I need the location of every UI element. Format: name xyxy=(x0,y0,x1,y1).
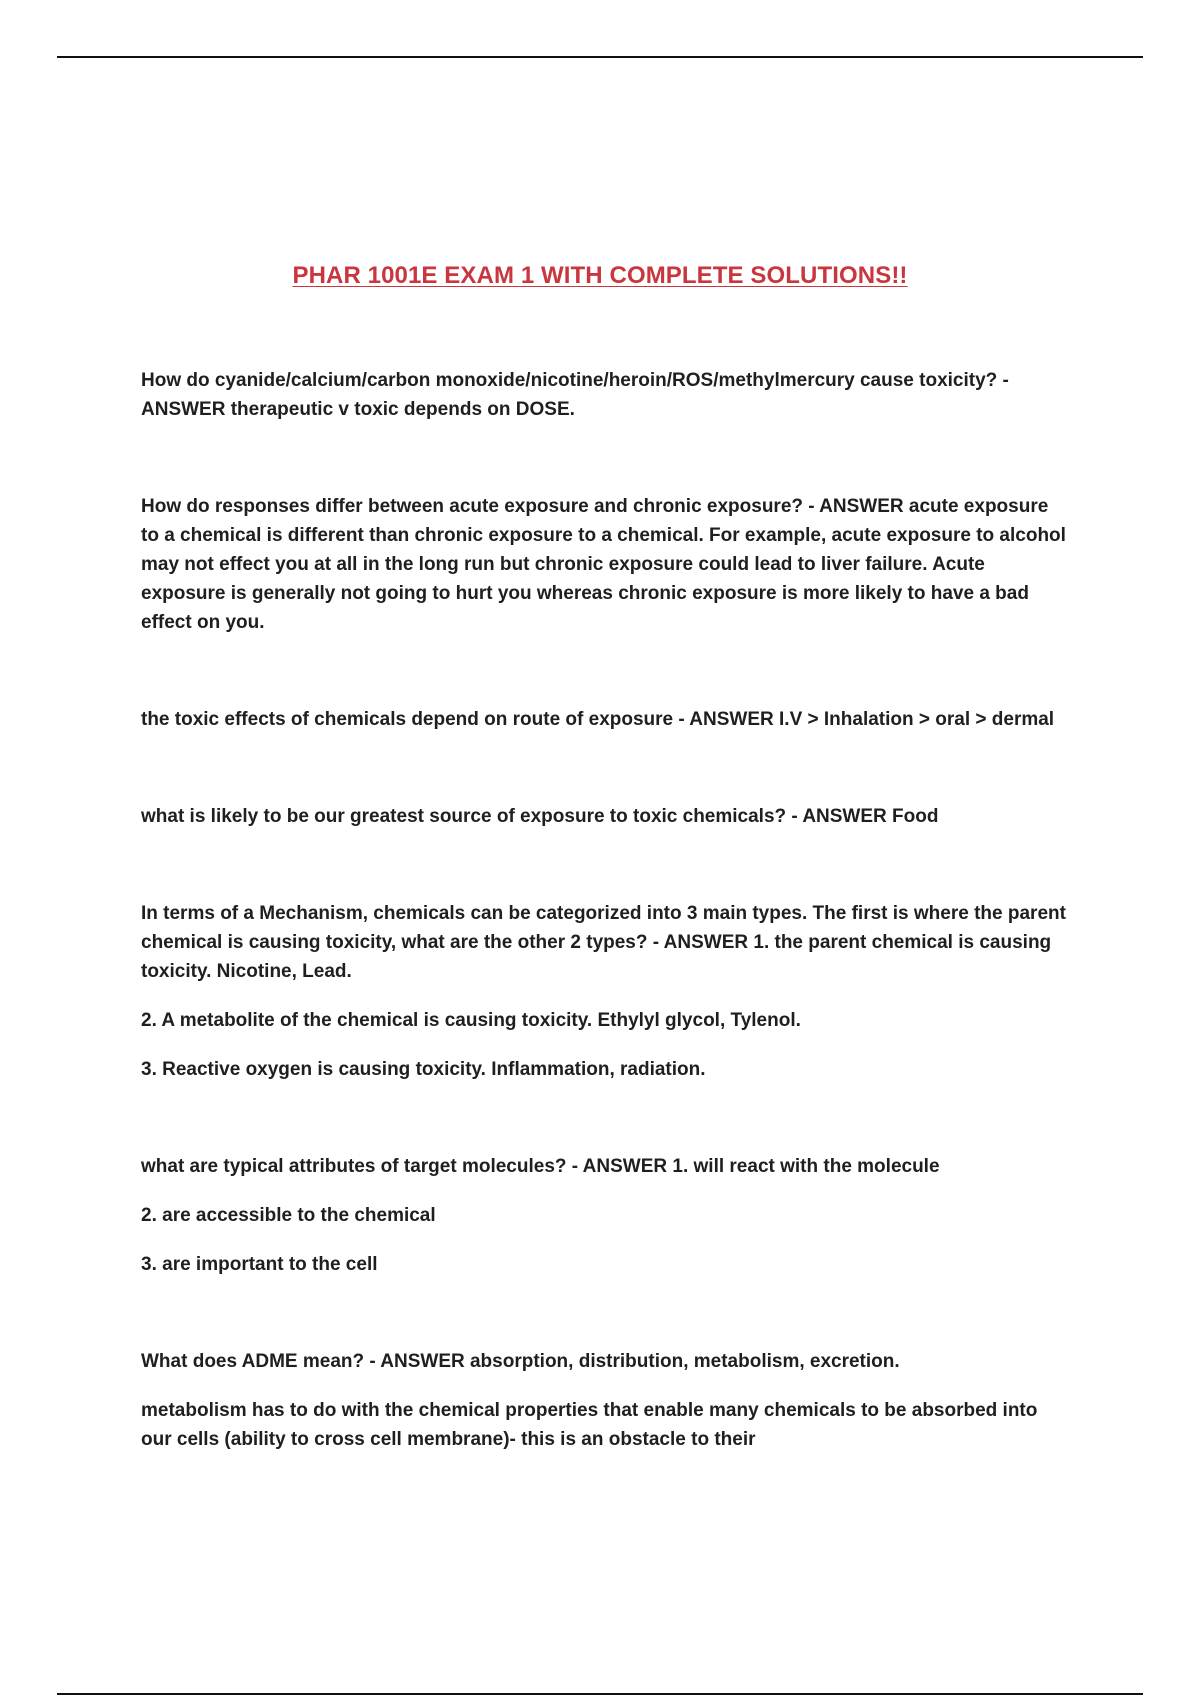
qa-entry-3: the toxic effects of chemicals depend on route of exposure - ANSWER I.V > Inhalation > oral > dermal xyxy=(141,709,1055,730)
qa-entry-7-continuation: metabolism has to do with the chemical properties that enable many chemicals to be absorbed into our cells (ability to cross cell membrane)- this is an obstacle to their xyxy=(141,1400,1038,1450)
qa-entry-7: What does ADME mean? - ANSWER absorption, distribution, metabolism, excretion. xyxy=(141,1351,900,1372)
document-body xyxy=(141,366,1071,1454)
qa-entry-6-point-2: 2. are accessible to the chemical xyxy=(141,1205,436,1226)
document-title: PHAR 1001E EXAM 1 WITH COMPLETE SOLUTIONS!! xyxy=(292,262,908,289)
qa-entry-6: what are typical attributes of target molecules? - ANSWER 1. will react with the molecule xyxy=(141,1156,940,1177)
qa-entry-2: How do responses differ between acute exposure and chronic exposure? - ANSWER acute exposure to a chemical is different than chronic exposure to a chemical. For example, acute exposure to alcohol may not effect you at all in the long run but chronic exposure could lead to liver failure. Acute exposure is generally not going to hurt you whereas chronic exposure is more likely to have a bad effect on you. xyxy=(141,496,1066,633)
qa-entry-5-point-3: 3. Reactive oxygen is causing toxicity. Inflammation, radiation. xyxy=(141,1059,706,1080)
qa-entry-4: what is likely to be our greatest source of exposure to toxic chemicals? - ANSWER Food xyxy=(141,806,939,827)
header-rule xyxy=(57,56,1143,58)
footer-rule xyxy=(57,1693,1143,1695)
qa-entry-6-point-3: 3. are important to the cell xyxy=(141,1254,378,1275)
qa-entry-5: In terms of a Mechanism, chemicals can be categorized into 3 main types. The first is where the parent chemical is causing toxicity, what are the other 2 types? - ANSWER 1. the parent chemical is causing toxicity. Nicotine, Lead. xyxy=(141,903,1066,982)
qa-entry-1: How do cyanide/calcium/carbon monoxide/nicotine/heroin/ROS/methylmercury cause toxicity? - ANSWER therapeutic v toxic depends on DOSE. xyxy=(141,370,1009,420)
qa-entry-5-point-2: 2. A metabolite of the chemical is causing toxicity. Ethylyl glycol, Tylenol. xyxy=(141,1010,801,1031)
